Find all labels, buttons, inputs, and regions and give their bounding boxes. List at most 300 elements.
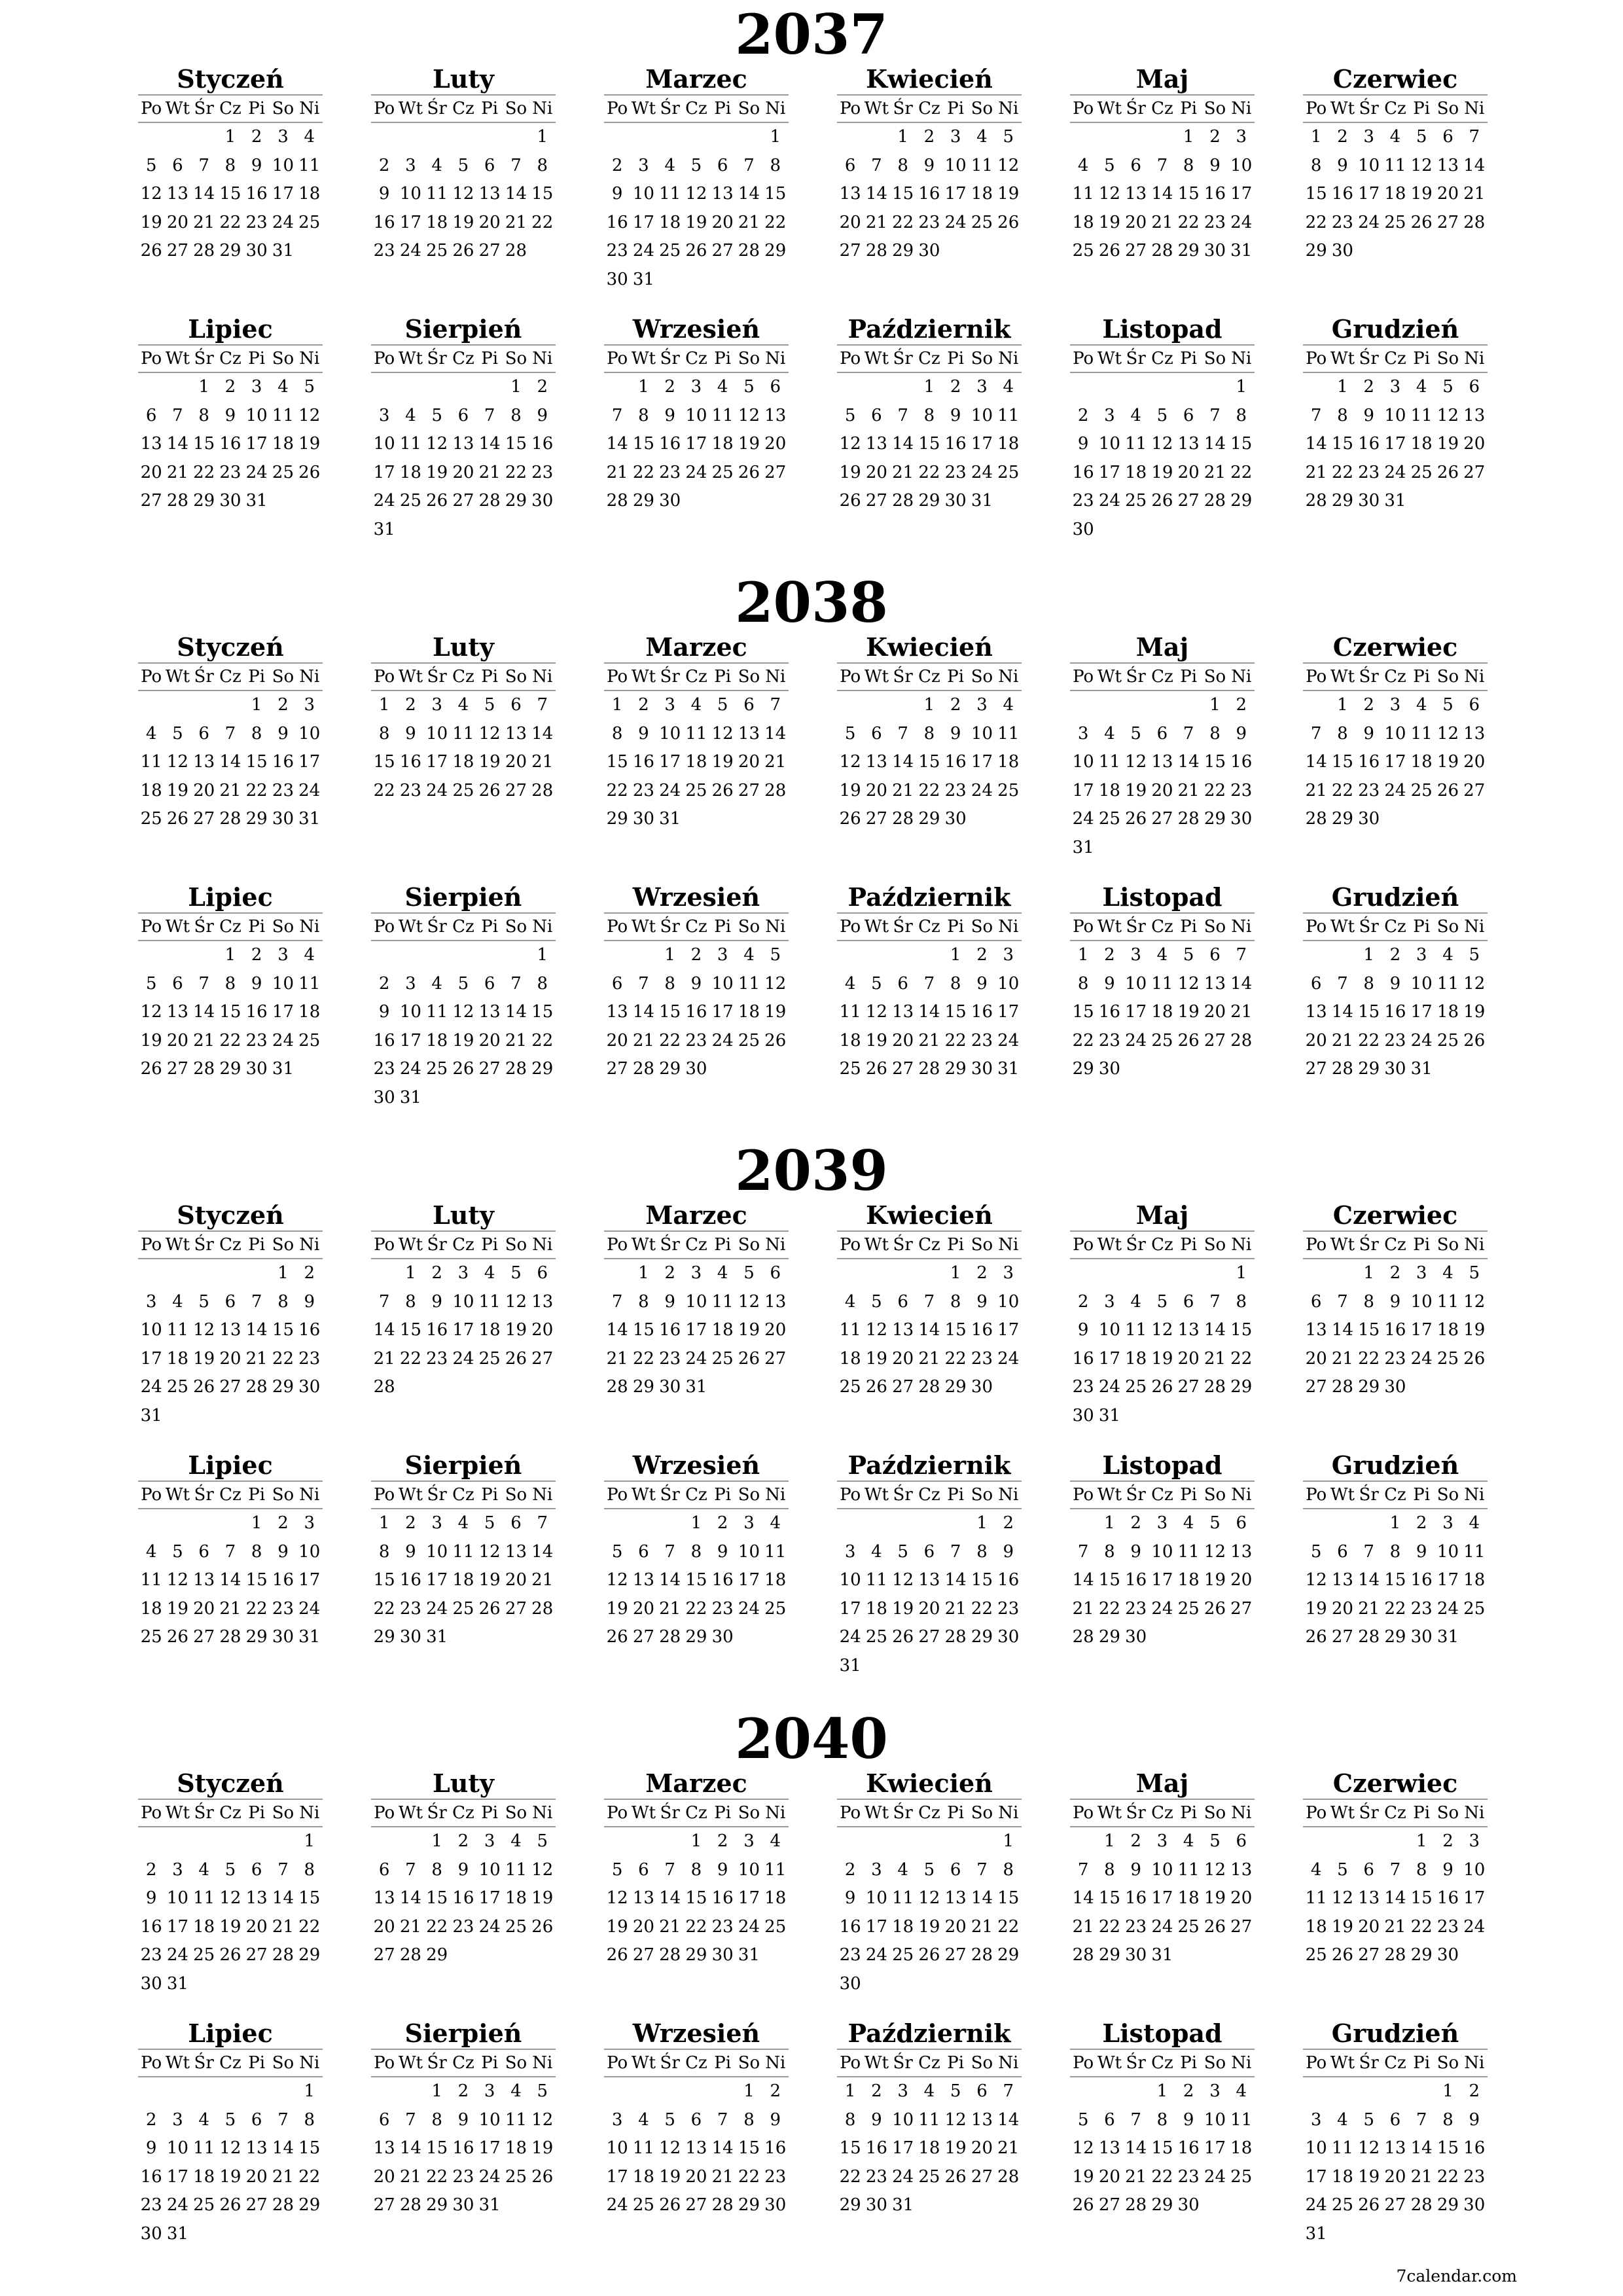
day-empty	[1303, 1509, 1329, 1538]
day-cell: 18	[193, 2166, 215, 2187]
day-cell: 21	[1384, 1916, 1406, 1937]
day-cell: 2	[405, 695, 416, 715]
weekday-label: Śr	[1126, 1485, 1146, 1505]
weekday-header	[138, 2049, 323, 2077]
weekday-label: Wt	[864, 99, 889, 118]
day-cell: 7	[405, 2109, 416, 2130]
day-empty	[450, 373, 476, 402]
weekday-label: Po	[374, 667, 395, 687]
day-cell: 13	[1331, 1570, 1353, 1590]
day-cell: 9	[1209, 155, 1221, 175]
day-cell: 18	[1072, 212, 1094, 232]
day-cell: 16	[140, 1916, 162, 1937]
weekday-header	[138, 344, 323, 373]
day-cell: 9	[1130, 1859, 1141, 1880]
day-cell: 15	[1331, 434, 1353, 454]
day-cell: 6	[510, 695, 522, 715]
weekday-label: Śr	[194, 349, 214, 368]
day-empty	[1096, 123, 1122, 152]
day-cell: 29	[298, 2195, 321, 2215]
day-cell: 28	[1230, 1030, 1253, 1050]
day-cell: 23	[1358, 462, 1380, 482]
day-cell: 23	[918, 212, 940, 232]
day-cell: 13	[764, 405, 787, 425]
day-cell: 9	[1003, 1541, 1014, 1562]
day-cell: 5	[1003, 127, 1014, 147]
weekday-label: Śr	[660, 349, 680, 368]
day-cell: 4	[457, 695, 469, 715]
day-cell: 24	[839, 1627, 861, 1647]
day-cell: 16	[373, 212, 395, 232]
day-cell: 20	[1230, 1888, 1253, 1908]
day-cell: 15	[1204, 752, 1226, 772]
month-name: Październik	[847, 2018, 1011, 2048]
day-cell: 21	[272, 1916, 294, 1937]
weekday-header	[604, 1480, 789, 1509]
day-cell: 4	[510, 2081, 522, 2101]
month-name: Kwiecień	[866, 1768, 993, 1798]
day-cell: 26	[1125, 809, 1147, 829]
day-cell: 6	[198, 723, 209, 744]
weekday-label: Śr	[893, 1485, 913, 1505]
weekday-label: Po	[607, 917, 628, 937]
day-cell: 17	[711, 1002, 734, 1022]
day-cell: 22	[944, 1030, 967, 1050]
day-cell: 6	[871, 723, 882, 744]
weekday-label: Śr	[1359, 1235, 1379, 1255]
day-cell: 4	[717, 377, 728, 397]
day-cell: 23	[971, 1348, 993, 1369]
day-cell: 10	[971, 723, 993, 744]
day-cell: 13	[918, 1570, 940, 1590]
weekday-label: Wt	[398, 99, 423, 118]
day-cell: 1	[405, 1263, 416, 1283]
day-cell: 3	[1236, 127, 1247, 147]
weekday-label: Ni	[1464, 349, 1485, 368]
weekday-label: Wt	[165, 349, 190, 368]
day-cell: 26	[219, 2195, 241, 2215]
day-cell: 25	[738, 1030, 760, 1050]
day-cell: 18	[764, 1888, 787, 1908]
day-cell: 6	[172, 155, 183, 175]
day-grid	[1303, 941, 1488, 1084]
day-cell: 12	[1410, 155, 1433, 175]
day-cell: 24	[971, 462, 993, 482]
day-cell: 11	[452, 1541, 474, 1562]
day-cell: 18	[997, 434, 1020, 454]
day-cell: 8	[1077, 973, 1089, 994]
day-cell: 26	[193, 1377, 215, 1397]
day-cell: 13	[1125, 184, 1147, 204]
weekday-label: Wt	[631, 667, 656, 687]
day-cell: 8	[638, 405, 649, 425]
day-cell: 30	[711, 1945, 734, 1965]
day-cell: 18	[1098, 780, 1120, 800]
day-empty	[1303, 2077, 1329, 2106]
weekday-label: Śr	[1359, 349, 1379, 368]
day-cell: 31	[1230, 241, 1253, 260]
weekday-label: Pi	[714, 667, 732, 687]
day-cell: 17	[1230, 184, 1253, 204]
day-cell: 2	[923, 127, 935, 147]
day-cell: 14	[1072, 1570, 1094, 1590]
day-cell: 4	[717, 1263, 728, 1283]
day-cell: 3	[1389, 695, 1401, 715]
weekday-label: Pi	[1180, 917, 1198, 937]
weekday-label: Cz	[219, 2053, 241, 2073]
day-cell: 31	[1072, 837, 1094, 857]
day-cell: 30	[1177, 2195, 1200, 2215]
day-cell: 7	[1469, 127, 1480, 147]
day-cell: 9	[1130, 1541, 1141, 1562]
day-cell: 5	[484, 1513, 495, 1533]
day-cell: 12	[193, 1320, 215, 1340]
day-grid	[1070, 691, 1255, 862]
day-cell: 29	[531, 1059, 554, 1079]
day-cell: 12	[140, 1002, 162, 1022]
day-cell: 2	[638, 695, 649, 715]
day-cell: 10	[1305, 2138, 1327, 2158]
weekday-header	[604, 344, 789, 373]
weekday-label: So	[1204, 1485, 1226, 1505]
day-cell: 10	[1072, 752, 1094, 772]
day-cell: 26	[531, 2166, 554, 2187]
day-cell: 17	[997, 1002, 1020, 1022]
day-cell: 21	[659, 1598, 681, 1619]
weekday-label: Po	[1073, 667, 1094, 687]
day-cell: 16	[426, 1320, 448, 1340]
month-name: Maj	[1135, 632, 1189, 662]
day-cell: 10	[1463, 1859, 1486, 1880]
day-cell: 13	[711, 184, 734, 204]
day-cell: 9	[976, 1291, 988, 1312]
day-cell: 12	[1151, 1320, 1173, 1340]
day-cell: 3	[405, 155, 416, 175]
day-cell: 27	[839, 241, 861, 260]
weekday-label: Cz	[1151, 667, 1173, 687]
day-cell: 19	[1177, 1002, 1200, 1022]
weekday-label: Ni	[998, 2053, 1019, 2073]
weekday-label: Pi	[1180, 1803, 1198, 1823]
day-empty	[1202, 1259, 1228, 1288]
day-cell: 2	[378, 155, 390, 175]
day-cell: 2	[1363, 377, 1374, 397]
day-cell: 28	[219, 809, 241, 829]
day-cell: 30	[971, 1059, 993, 1079]
weekday-label: Śr	[1126, 349, 1146, 368]
day-cell: 16	[452, 2138, 474, 2158]
day-cell: 28	[711, 2195, 734, 2215]
day-cell: 20	[1436, 184, 1459, 204]
weekday-label: Wt	[1097, 1485, 1122, 1505]
day-cell: 1	[1104, 1513, 1115, 1533]
day-cell: 18	[1463, 1570, 1486, 1590]
weekday-label: So	[738, 99, 760, 118]
weekday-label: Cz	[219, 667, 241, 687]
weekday-label: Śr	[427, 1485, 447, 1505]
day-cell: 18	[918, 2138, 940, 2158]
day-cell: 20	[140, 462, 162, 482]
weekday-label: Po	[840, 349, 861, 368]
day-cell: 21	[711, 2166, 734, 2187]
weekday-label: Pi	[714, 2053, 732, 2073]
day-cell: 19	[1072, 2166, 1094, 2187]
day-cell: 18	[1384, 184, 1406, 204]
day-cell: 17	[1204, 2138, 1226, 2158]
day-cell: 11	[426, 1002, 448, 1022]
day-cell: 20	[711, 212, 734, 232]
day-cell: 3	[690, 377, 702, 397]
day-cell: 25	[1410, 462, 1433, 482]
day-cell: 11	[997, 405, 1020, 425]
day-cell: 26	[166, 1627, 188, 1647]
day-cell: 20	[1177, 1348, 1200, 1369]
day-cell: 14	[1204, 1320, 1226, 1340]
day-cell: 3	[431, 1513, 442, 1533]
day-cell: 21	[944, 1598, 967, 1619]
day-cell: 29	[839, 2195, 861, 2215]
day-cell: 26	[1410, 212, 1433, 232]
day-cell: 6	[251, 1859, 262, 1880]
day-cell: 17	[1098, 462, 1120, 482]
day-cell: 23	[531, 462, 554, 482]
weekday-label: Pi	[947, 2053, 965, 2073]
day-cell: 11	[1436, 1291, 1459, 1312]
day-cell: 16	[865, 2138, 887, 2158]
day-cell: 10	[166, 2138, 188, 2158]
day-cell: 4	[198, 1859, 209, 1880]
day-cell: 17	[426, 752, 448, 772]
weekday-label: Śr	[427, 667, 447, 687]
day-cell: 24	[1072, 809, 1094, 829]
weekday-label: Wt	[1330, 1235, 1355, 1255]
day-cell: 28	[659, 1945, 681, 1965]
day-cell: 9	[1442, 1859, 1454, 1880]
day-cell: 3	[844, 1541, 856, 1562]
day-empty	[969, 1827, 995, 1856]
month-calendar	[837, 1450, 1022, 1680]
day-cell: 17	[892, 2138, 914, 2158]
day-cell: 24	[1358, 212, 1380, 232]
weekday-label: Po	[840, 1485, 861, 1505]
day-cell: 23	[997, 1598, 1020, 1619]
day-cell: 24	[1151, 1598, 1173, 1619]
day-cell: 24	[399, 1059, 421, 1079]
day-cell: 29	[245, 1627, 268, 1647]
weekday-label: Ni	[998, 1235, 1019, 1255]
weekday-label: Cz	[452, 349, 474, 368]
day-cell: 13	[166, 184, 188, 204]
day-cell: 27	[373, 2195, 395, 2215]
day-cell: 2	[1209, 127, 1221, 147]
day-empty	[890, 373, 916, 402]
day-cell: 27	[1305, 1377, 1327, 1397]
day-cell: 7	[537, 695, 548, 715]
day-empty	[1123, 373, 1149, 402]
day-cell: 28	[764, 780, 787, 800]
day-empty	[604, 123, 630, 152]
day-cell: 27	[632, 1627, 654, 1647]
day-empty	[1329, 941, 1355, 970]
day-empty	[217, 691, 243, 720]
day-cell: 27	[452, 491, 474, 511]
day-cell: 10	[1098, 1320, 1120, 1340]
day-cell: 30	[1098, 1059, 1120, 1079]
day-empty	[837, 1259, 863, 1288]
day-cell: 7	[611, 1291, 623, 1312]
weekday-label: Pi	[248, 99, 266, 118]
day-cell: 23	[140, 2195, 162, 2215]
day-cell: 14	[505, 1002, 527, 1022]
day-grid	[837, 1827, 1022, 1998]
month-calendar	[138, 882, 323, 1084]
day-cell: 30	[1410, 1627, 1433, 1647]
day-cell: 6	[537, 1263, 548, 1283]
month-name: Wrzesień	[632, 314, 760, 344]
month-name: Listopad	[1102, 314, 1222, 344]
day-cell: 22	[272, 1348, 294, 1369]
day-cell: 9	[638, 723, 649, 744]
month-name: Styczeń	[177, 1768, 284, 1798]
day-cell: 30	[997, 1627, 1020, 1647]
day-empty	[1356, 2077, 1382, 2106]
day-cell: 27	[892, 1059, 914, 1079]
day-cell: 18	[140, 1598, 162, 1619]
day-cell: 9	[611, 184, 623, 204]
day-cell: 1	[277, 1263, 289, 1283]
day-cell: 24	[1463, 1916, 1486, 1937]
day-cell: 5	[1469, 1263, 1480, 1283]
weekday-label: Ni	[1464, 2053, 1485, 2073]
day-empty	[503, 123, 529, 152]
month-name: Listopad	[1102, 1450, 1222, 1480]
weekday-label: Po	[1306, 667, 1327, 687]
day-cell: 27	[505, 1598, 527, 1619]
day-empty	[191, 941, 217, 970]
weekday-label: Cz	[685, 99, 707, 118]
day-cell: 11	[971, 155, 993, 175]
day-cell: 20	[531, 1320, 554, 1340]
month-name: Wrzesień	[632, 882, 760, 912]
day-cell: 9	[1469, 2109, 1480, 2130]
day-cell: 2	[537, 377, 548, 397]
day-cell: 17	[1384, 752, 1406, 772]
day-cell: 9	[1104, 973, 1115, 994]
weekday-header	[371, 94, 556, 123]
day-cell: 31	[140, 1405, 162, 1426]
day-cell: 31	[892, 2195, 914, 2215]
day-cell: 25	[452, 1598, 474, 1619]
day-cell: 27	[166, 1059, 188, 1079]
weekday-label: So	[1436, 1803, 1459, 1823]
day-cell: 22	[373, 1598, 395, 1619]
day-cell: 14	[918, 1002, 940, 1022]
day-empty	[1070, 1509, 1096, 1538]
day-cell: 26	[606, 1627, 628, 1647]
day-cell: 30	[245, 241, 268, 260]
month-name: Kwiecień	[866, 632, 993, 662]
day-cell: 23	[1072, 491, 1094, 511]
day-cell: 18	[711, 434, 734, 454]
weekday-label: Śr	[1359, 2053, 1379, 2073]
day-cell: 27	[685, 2195, 707, 2215]
weekday-label: Po	[840, 667, 861, 687]
day-cell: 22	[1331, 462, 1353, 482]
day-cell: 11	[1410, 405, 1433, 425]
day-cell: 28	[918, 1377, 940, 1397]
month-name: Luty	[433, 1200, 494, 1230]
day-cell: 1	[1209, 695, 1221, 715]
day-cell: 27	[711, 241, 734, 260]
month-calendar	[138, 64, 323, 266]
day-cell: 31	[272, 241, 294, 260]
weekday-label: Cz	[685, 917, 707, 937]
day-cell: 20	[606, 1030, 628, 1050]
day-cell: 16	[1125, 1888, 1147, 1908]
day-cell: 11	[1331, 2138, 1353, 2158]
day-cell: 22	[1072, 1030, 1094, 1050]
day-cell: 21	[1151, 212, 1173, 232]
day-cell: 24	[1436, 1598, 1459, 1619]
day-cell: 23	[1436, 1916, 1459, 1937]
day-cell: 28	[1177, 809, 1200, 829]
day-empty	[397, 941, 423, 970]
day-cell: 31	[1151, 1945, 1173, 1965]
day-cell: 27	[373, 1945, 395, 1965]
day-cell: 11	[839, 1320, 861, 1340]
day-cell: 20	[1177, 462, 1200, 482]
weekday-label: Cz	[219, 1235, 241, 1255]
day-cell: 6	[1183, 1291, 1194, 1312]
day-cell: 12	[865, 1002, 887, 1022]
weekday-label: Wt	[1330, 99, 1355, 118]
month-name: Wrzesień	[632, 2018, 760, 2048]
day-empty	[270, 1827, 296, 1856]
month-calendar	[604, 1200, 789, 1402]
day-grid	[1070, 373, 1255, 544]
month-name: Wrzesień	[632, 1450, 760, 1480]
weekday-label: So	[738, 1803, 760, 1823]
day-cell: 27	[606, 1059, 628, 1079]
day-cell: 14	[1463, 155, 1486, 175]
weekday-label: Cz	[1151, 1235, 1173, 1255]
day-cell: 27	[764, 462, 787, 482]
day-cell: 21	[1410, 2166, 1433, 2187]
day-cell: 19	[531, 1888, 554, 1908]
day-empty	[683, 123, 709, 152]
day-grid	[138, 691, 323, 834]
day-cell: 6	[638, 1859, 649, 1880]
month-calendar	[1070, 64, 1255, 266]
weekday-label: Po	[1073, 1485, 1094, 1505]
day-cell: 19	[219, 1916, 241, 1937]
day-cell: 25	[140, 1627, 162, 1647]
day-cell: 8	[611, 723, 623, 744]
day-grid	[837, 1259, 1022, 1402]
day-cell: 23	[1177, 2166, 1200, 2187]
day-cell: 29	[764, 241, 787, 260]
weekday-header	[1070, 662, 1255, 691]
day-cell: 5	[717, 695, 728, 715]
weekday-label: Ni	[299, 1485, 320, 1505]
day-cell: 29	[1358, 1059, 1380, 1079]
weekday-label: Wt	[398, 917, 423, 937]
weekday-label: Cz	[452, 1803, 474, 1823]
day-cell: 16	[219, 434, 241, 454]
day-cell: 15	[531, 184, 554, 204]
day-cell: 2	[1337, 127, 1348, 147]
weekday-header	[837, 1480, 1022, 1509]
